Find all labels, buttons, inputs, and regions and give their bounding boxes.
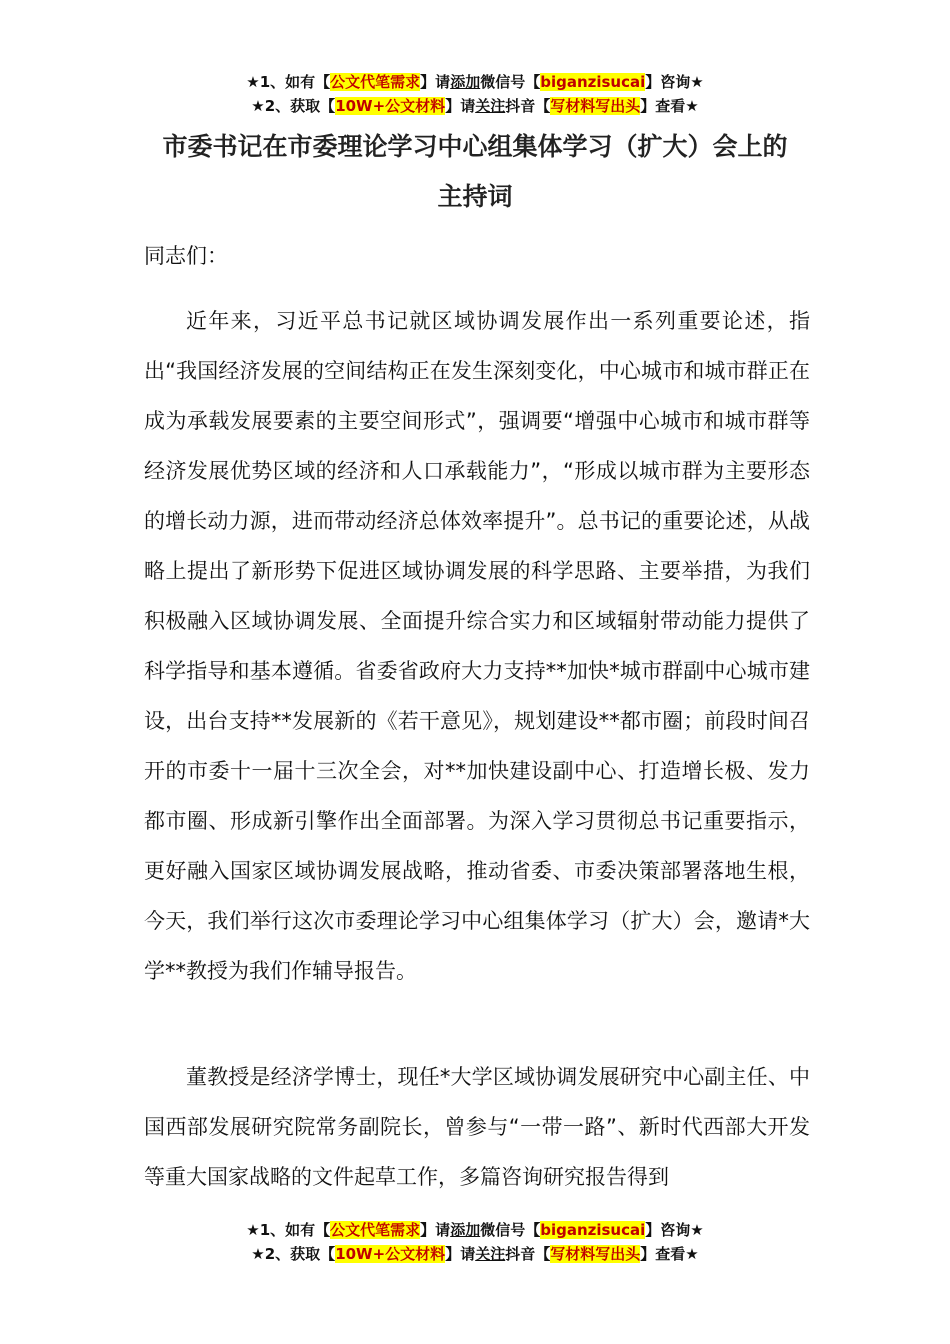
banner-highlight: 公文代笔需求 — [330, 73, 421, 91]
banner-underline: 关注 — [475, 1245, 506, 1263]
banner-highlight: 公文代笔需求 — [330, 1221, 421, 1239]
banner-highlight: biganzisucai — [540, 73, 646, 91]
banner-underline: 关注 — [475, 97, 506, 115]
banner-text: 】查看★ — [640, 1245, 699, 1263]
banner-text: 】查看★ — [640, 97, 699, 115]
banner-highlight: 10W+公文材料 — [335, 1245, 446, 1263]
body-paragraph-2: 董教授是经济学博士，现任*大学区域协调发展研究中心副主任、中国西部发展研究院常务副院长，曾参与“一带一路”、新时代西部大开发等重大国家战略的文件起草工作，多篇咨询研究报告得到 — [144, 1065, 810, 1189]
banner-text: 抖音【 — [505, 1245, 551, 1263]
banner-highlight: 10W+公文材料 — [335, 97, 446, 115]
banner-highlight: 写材料写出头 — [550, 97, 641, 115]
banner-line-2 — [0, 94, 950, 118]
banner-text: ★1、如有【 — [246, 73, 331, 91]
banner-text: 】请 — [445, 1245, 476, 1263]
banner-text: ★1、如有【 — [246, 1221, 331, 1239]
banner-text: 】咨询★ — [645, 73, 704, 91]
title-line-2: 主持词 — [437, 182, 513, 211]
banner-text: 微信号【 — [480, 73, 541, 91]
banner-text: ★2、获取【 — [251, 97, 336, 115]
banner-text: 】请 — [420, 73, 451, 91]
banner-line-1 — [0, 70, 950, 94]
banner-underline: 添加 — [450, 1221, 481, 1239]
banner-highlight: 写材料写出头 — [550, 1245, 641, 1263]
body-paragraph-1: 近年来，习近平总书记就区域协调发展作出一系列重要论述，指出“我国经济发展的空间结构正在发生深刻变化，中心城市和城市群正在成为承载发展要素的主要空间形式”，强调要“增强中心城市和城市群等经济发展优势区域的经济和人口承载能力”，“形成以城市群为主要形态的增长动力源，进而带动经济总体效率提升”。总书记的重要论述，从战略上提出了新形势下促进区域协调发展的科学思路、主要举措，为我们积极融入区域协调发展、全面提升综合实力和区域辐射带动能力提供了科学指导和基本遵循。省委省政府大力支持**加快*城市群副中心城市建设，出台支持**发展新的《若干意见》，规划建设**都市圈；前段时间召开的市委十一届十三次全会，对**加快建设副中心、打造增长极、发力都市圈、形成新引擎作出全面部署。为深入学习贯彻总书记重要指示，更好融入国家区域协调发展战略，推动省委、市委决策部署落地生根，今天，我们举行这次市委理论学习中心组集体学习（扩大）会，邀请*大学**教授为我们作辅导报告。 — [144, 309, 810, 983]
document-title — [0, 122, 950, 222]
banner-text: 微信号【 — [480, 1221, 541, 1239]
title-line-1: 市委书记在市委理论学习中心组集体学习（扩大）会上的 — [162, 132, 788, 161]
banner-underline: 添加 — [450, 73, 481, 91]
banner-highlight: biganzisucai — [540, 1221, 646, 1239]
banner-text: 】咨询★ — [645, 1221, 704, 1239]
banner-line-2 — [0, 1242, 950, 1266]
banner-text: 抖音【 — [505, 97, 551, 115]
greeting: 同志们： — [144, 244, 228, 268]
banner-text: ★2、获取【 — [251, 1245, 336, 1263]
banner-text: 】请 — [445, 97, 476, 115]
footer-banner — [0, 1218, 950, 1266]
header-banner — [0, 70, 950, 118]
banner-line-1 — [0, 1218, 950, 1242]
banner-text: 】请 — [420, 1221, 451, 1239]
